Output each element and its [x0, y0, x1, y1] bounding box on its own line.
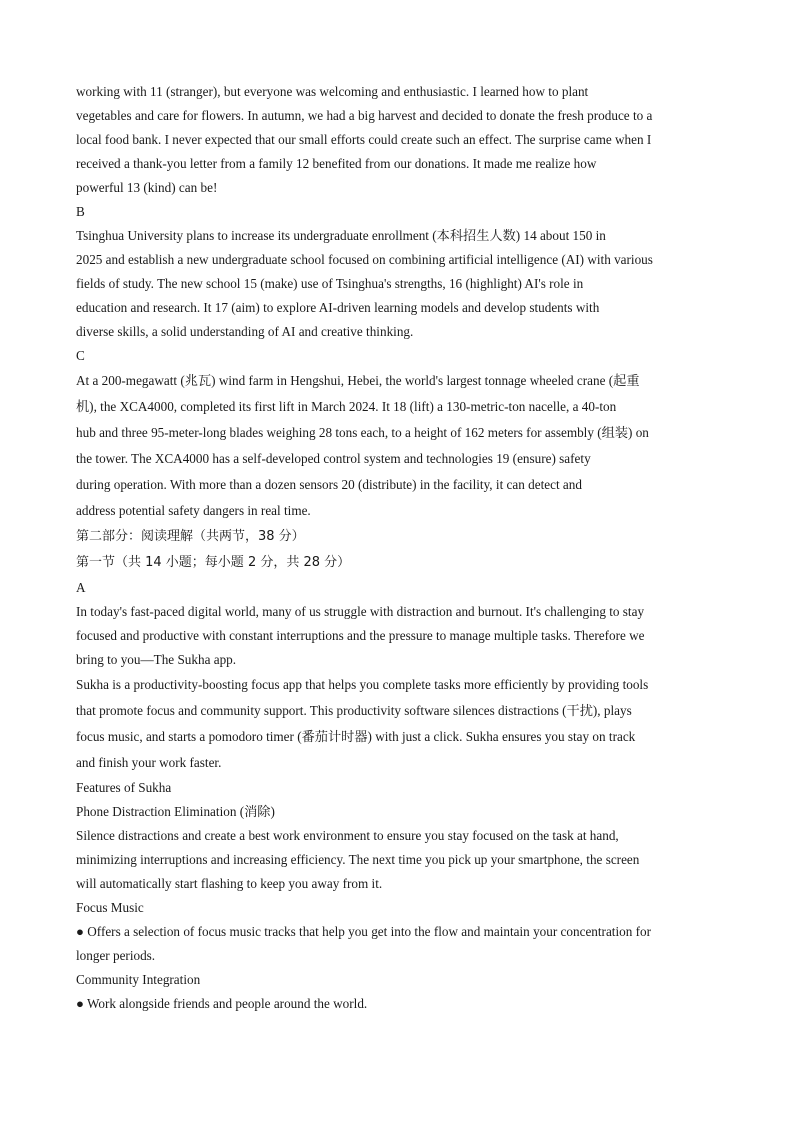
- text-line: address potential safety dangers in real time.: [76, 503, 311, 518]
- feature-2-text: [76, 920, 720, 968]
- text-line: that promote focus and community support. This productivity software silences distractions (干扰), plays: [76, 703, 632, 718]
- text-line: fields of study. The new school 15 (make) use of Tsinghua's strengths, 16 (highlight) AI's role in: [76, 276, 584, 291]
- text-line: working with 11 (stranger), but everyone was welcoming and enthusiastic. I learned how to plant: [76, 84, 589, 99]
- text-line: 机), the XCA4000, completed its first lift in March 2024. It 18 (lift) a 130-metric-ton nacelle, a 40-ton: [76, 399, 617, 414]
- feature-2-title: Focus Music: [76, 900, 144, 915]
- passage-a-continuation: [76, 80, 720, 200]
- document-page: [76, 80, 720, 1016]
- text-line: and finish your work faster.: [76, 755, 222, 770]
- feature-3-text: ● Work alongside friends and people around the world.: [76, 996, 368, 1011]
- text-line: local food bank. I never expected that our small efforts could create such an effect. The surprise came when I: [76, 132, 652, 147]
- section-label-a: A: [76, 580, 86, 595]
- text-line: longer periods.: [76, 948, 156, 963]
- passage-c: [76, 368, 720, 524]
- text-line: ● Offers a selection of focus music tracks that help you get into the flow and maintain your concentration for: [76, 924, 651, 939]
- passage-b: [76, 224, 720, 344]
- text-line: powerful 13 (kind) can be!: [76, 180, 218, 195]
- text-line: received a thank-you letter from a family 12 benefited from our donations. It made me realize how: [76, 156, 597, 171]
- feature-1-text: [76, 824, 720, 896]
- text-line: At a 200-megawatt (兆瓦) wind farm in Hengshui, Hebei, the world's largest tonnage wheeled crane (起重: [76, 373, 640, 388]
- reading-passage-description: [76, 672, 720, 776]
- text-line: bring to you—The Sukha app.: [76, 652, 237, 667]
- features-title: Features of Sukha: [76, 780, 172, 795]
- text-line: focused and productive with constant interruptions and the pressure to manage multiple tasks. Therefore we: [76, 628, 645, 643]
- text-line: during operation. With more than a dozen sensors 20 (distribute) in the facility, it can detect and: [76, 477, 582, 492]
- text-line: Sukha is a productivity-boosting focus app that helps you complete tasks more efficiently by providing tools: [76, 677, 649, 692]
- text-line: In today's fast-paced digital world, many of us struggle with distraction and burnout. It's challenging to stay: [76, 604, 645, 619]
- text-line: vegetables and care for flowers. In autumn, we had a big harvest and decided to donate the fresh produce to a: [76, 108, 653, 123]
- section1-title: 第一节（共 14 小题；每小题 2 分，共 28 分）: [76, 555, 351, 570]
- text-line: education and research. It 17 (aim) to explore AI-driven learning models and develop students with: [76, 300, 600, 315]
- part2-title: 第二部分：阅读理解（共两节，38 分）: [76, 529, 305, 544]
- text-line: minimizing interruptions and increasing efficiency. The next time you pick up your smartphone, the screen: [76, 852, 640, 867]
- feature-3-title: Community Integration: [76, 972, 201, 987]
- text-line: 2025 and establish a new undergraduate school focused on combining artificial intelligence (AI) with various: [76, 252, 653, 267]
- reading-passage-intro: [76, 600, 720, 672]
- text-line: Silence distractions and create a best work environment to ensure you stay focused on the task at hand,: [76, 828, 619, 843]
- text-line: hub and three 95-meter-long blades weighing 28 tons each, to a height of 162 meters for assembly (组装) on: [76, 425, 649, 440]
- feature-1-title: Phone Distraction Elimination (消除): [76, 804, 275, 819]
- text-line: Tsinghua University plans to increase its undergraduate enrollment (本科招生人数) 14 about 150 in: [76, 228, 606, 243]
- text-line: focus music, and starts a pomodoro timer (番茄计时器) with just a click. Sukha ensures you stay on track: [76, 729, 636, 744]
- section-label-b: B: [76, 204, 85, 219]
- text-line: diverse skills, a solid understanding of AI and creative thinking.: [76, 324, 414, 339]
- text-line: will automatically start flashing to keep you away from it.: [76, 876, 383, 891]
- section-label-c: C: [76, 348, 85, 363]
- text-line: the tower. The XCA4000 has a self-developed control system and technologies 19 (ensure) safety: [76, 451, 591, 466]
